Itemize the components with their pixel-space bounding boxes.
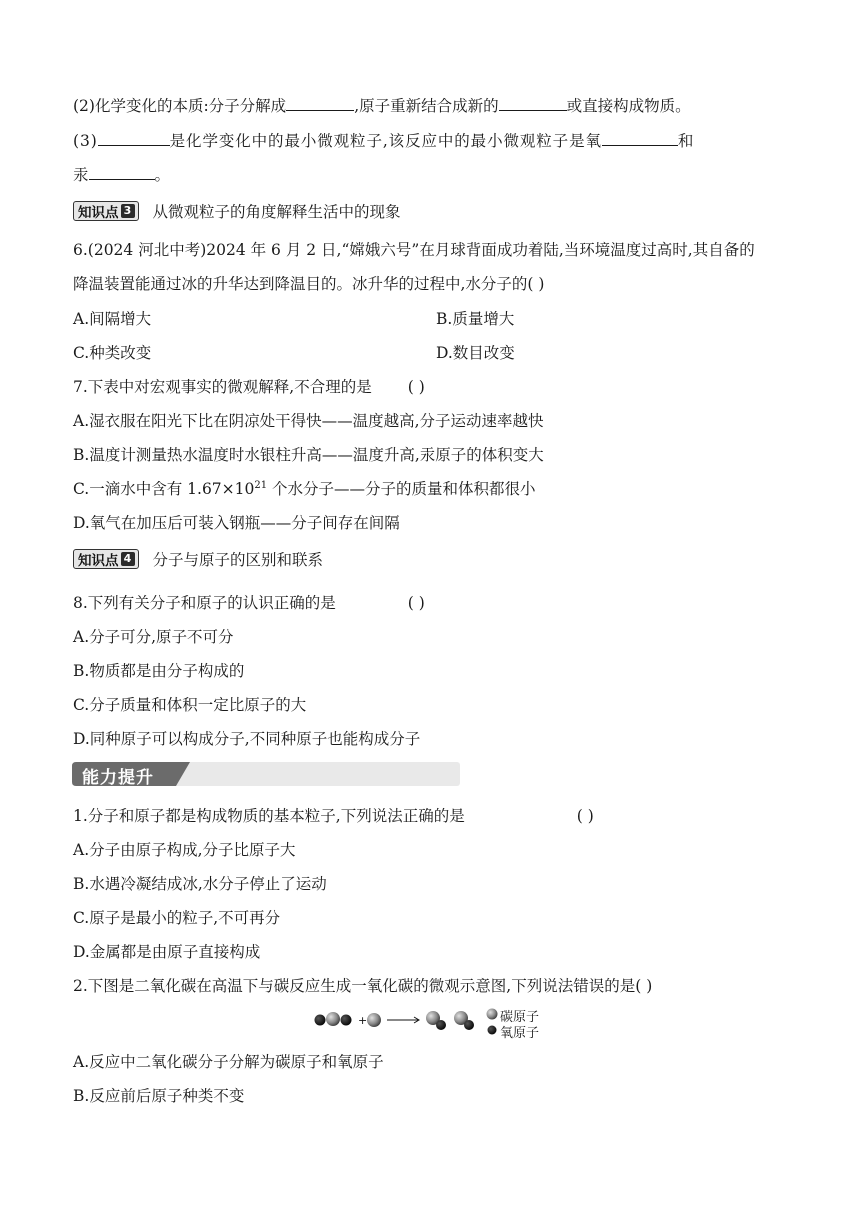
q6-option-d[interactable]: D.数目改变 [436,344,515,362]
knowledge-point-badge [73,549,139,569]
q-prev-text: 或直接构成物质。 [566,97,691,115]
q-prev-line-4 [73,163,170,185]
knowledge-point-badge [73,201,139,221]
answer-blank[interactable] [286,95,354,111]
plus-sign: + [358,1014,368,1027]
badge-label: 知识点 [78,205,119,221]
co2-molecule [315,1012,352,1026]
n1-option-c[interactable]: C.原子是最小的粒子,不可再分 [73,909,281,927]
oxygen-legend-label: 氧原子 [500,1026,540,1041]
carbon-legend-icon [487,1009,498,1020]
q7-stem-text: 7.下表中对宏观事实的微观解释,不合理的是 [73,378,372,396]
q6-stem-line-2: 降温装置能通过冰的升华达到降温目的。冰升华的过程中,水分子的( ) [73,275,545,293]
section-title: 能力提升 [82,768,154,788]
badge-number: 3 [121,204,135,218]
q7-option-b[interactable]: B.温度计测量热水温度时水银柱升高——温度升高,汞原子的体积变大 [73,446,544,464]
answer-blank[interactable] [98,130,170,146]
co-molecule [426,1011,446,1030]
q8-option-c[interactable]: C.分子质量和体积一定比原子的大 [73,696,307,714]
answer-blank[interactable] [499,95,567,111]
q-prev-text: 是化学变化中的最小微观粒子,该反应中的最小微观粒子是氧 [169,132,602,150]
q6-stem-line-1: 6.(2024 河北中考)2024 年 6 月 2 日,“嫦娥六号”在月球背面成功着陆,当环境温度过高时,其自备的 [73,241,755,259]
q8-option-b[interactable]: B.物质都是由分子构成的 [73,662,245,680]
n1-option-d[interactable]: D.金属都是由原子直接构成 [73,943,261,961]
q7-stem [73,375,425,397]
q-prev-text: 。 [154,166,171,184]
answer-blank[interactable] [602,130,678,146]
answer-blank[interactable] [89,164,155,180]
q6-option-a[interactable]: A.间隔增大 [73,310,152,328]
q-prev-text: 和 [677,132,695,150]
knowledge-point-title: 分子与原子的区别和联系 [152,551,324,569]
q-prev-text: ,原子重新结合成新的 [354,97,499,115]
q6-option-b[interactable]: B.质量增大 [436,310,515,328]
reaction-arrow [387,1017,419,1023]
n2-option-a[interactable]: A.反应中二氧化碳分子分解为碳原子和氧原子 [73,1053,384,1071]
n1-stem-text: 1.分子和原子都是构成物质的基本粒子,下列说法正确的是 [73,807,465,825]
co-molecule [454,1011,474,1030]
badge-number: 4 [121,552,135,566]
section-header-ability [72,760,460,788]
q7-option-c-text: 个水分子——分子的质量和体积都很小 [267,480,536,498]
carbon-legend-label: 碳原子 [500,1010,540,1025]
answer-paren[interactable]: ( ) [576,807,594,825]
badge-label: 知识点 [78,553,119,569]
q-prev-line-3 [73,129,694,151]
exponent: 21 [254,479,268,491]
answer-paren[interactable]: ( ) [407,378,425,396]
n2-option-b[interactable]: B.反应前后原子种类不变 [73,1087,245,1105]
q-prev-line-2 [73,94,691,116]
q7-option-a[interactable]: A.湿衣服在阳光下比在阴凉处干得快——温度越高,分子运动速率越快 [73,412,544,430]
q8-stem [73,591,425,613]
q8-option-a[interactable]: A.分子可分,原子不可分 [73,628,234,646]
n1-option-a[interactable]: A.分子由原子构成,分子比原子大 [73,841,296,859]
knowledge-point-title: 从微观粒子的角度解释生活中的现象 [152,203,401,221]
knowledge-point-3-header [73,201,401,221]
n1-option-b[interactable]: B.水遇冷凝结成冰,水分子停止了运动 [73,875,327,893]
carbon-atom [367,1013,381,1027]
n2-stem: 2.下图是二氧化碳在高温下与碳反应生成一氧化碳的微观示意图,下列说法错误的是( ) [73,977,653,995]
n1-stem [73,804,594,826]
knowledge-point-4-header [73,549,323,569]
reaction-diagram [312,1006,498,1036]
q6-option-c[interactable]: C.种类改变 [73,344,152,362]
q7-option-c-text: C.一滴水中含有 1.67×10 [73,480,255,498]
oxygen-legend-icon [488,1026,497,1035]
answer-paren[interactable]: ( ) [407,594,425,612]
q7-option-d[interactable]: D.氧气在加压后可装入钢瓶——分子间存在间隔 [73,514,400,532]
q7-option-c[interactable] [73,477,536,499]
q8-stem-text: 8.下列有关分子和原子的认识正确的是 [73,594,336,612]
q-prev-text: (3) [73,132,98,150]
q8-option-d[interactable]: D.同种原子可以构成分子,不同种原子也能构成分子 [73,730,421,748]
q-prev-text: (2)化学变化的本质:分子分解成 [73,97,287,115]
q-prev-text: 汞 [73,166,89,184]
